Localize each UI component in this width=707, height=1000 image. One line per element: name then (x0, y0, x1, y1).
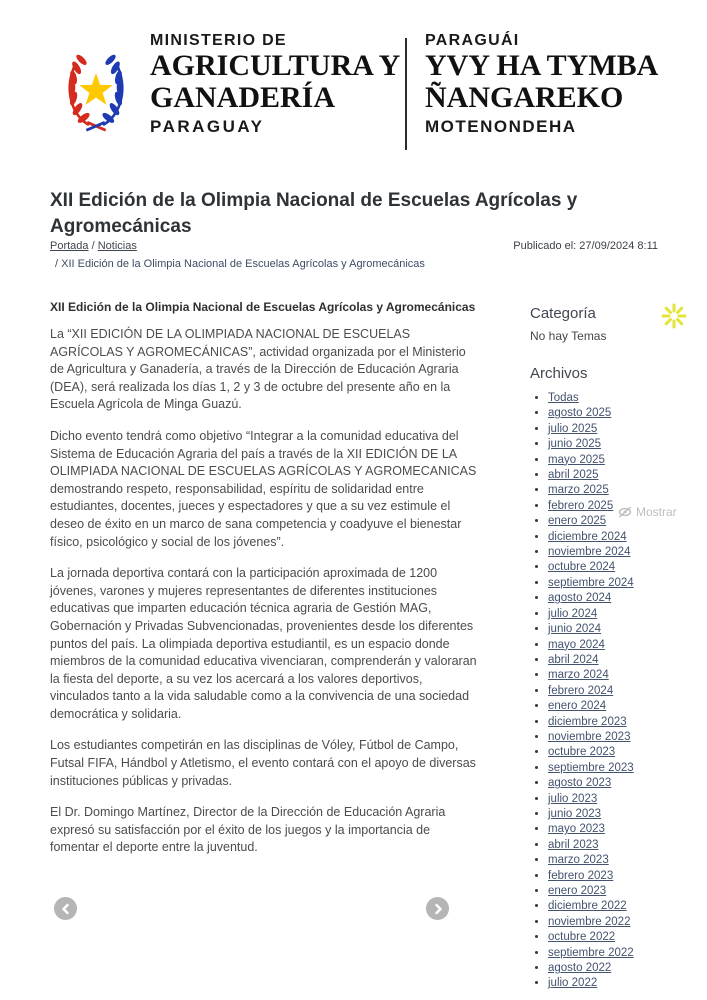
archive-link[interactable]: marzo 2024 (548, 669, 609, 682)
archive-link[interactable]: junio 2024 (548, 623, 602, 636)
archive-list-item (548, 699, 702, 714)
article-paragraph: Dicho evento tendrá como objetivo “Integrar a la comunidad educativa del Sistema de Educación Agraria del país a través de la XII EDICIÓN DE LA OLIMPIADA NACIONAL DE ESCUELAS AGRÍCOLAS Y AGROMECANICAS demostrando respeto, responsabilidad, espíritu de solidaridad entre estudiantes, docentes, jueces y espectadores y que a su vez estimule el deseo de éxito en un marco de sana competencia y coadyuve el bienestar físico, psicológico y social de los jóvenes”. (50, 428, 477, 549)
category-title: Categoría (530, 305, 596, 322)
archive-list-item (548, 668, 702, 683)
archive-link[interactable]: febrero 2023 (548, 869, 614, 882)
archive-list-item (548, 976, 702, 991)
archive-link[interactable]: diciembre 2024 (548, 530, 627, 543)
archive-link[interactable]: noviembre 2024 (548, 546, 631, 559)
published-date: Publicado el: 27/09/2024 8:11 (513, 240, 658, 252)
archive-link[interactable]: enero 2025 (548, 515, 607, 528)
archive-list-item (548, 468, 702, 483)
carousel-prev-button[interactable] (54, 897, 77, 920)
archive-list-item (548, 884, 702, 899)
archive-link[interactable]: julio 2024 (548, 607, 598, 620)
brand-es-line2: AGRICULTURA Y (150, 49, 401, 82)
carousel-next-button[interactable] (426, 897, 449, 920)
archive-list-item (548, 576, 702, 591)
coat-of-arms-logo (52, 36, 140, 140)
archive-link[interactable]: agosto 2024 (548, 592, 612, 605)
archive-list-item (548, 853, 702, 868)
archive-link[interactable]: enero 2024 (548, 700, 607, 713)
brand-gn-line3: ÑANGAREKO (425, 81, 624, 114)
archive-list-item (548, 869, 702, 884)
category-empty-text: No hay Temas (530, 329, 607, 343)
archive-list-item (548, 730, 702, 745)
archive-list-item (548, 838, 702, 853)
breadcrumb-current (55, 258, 615, 270)
archive-list-item (548, 807, 702, 822)
archive-link[interactable]: septiembre 2022 (548, 946, 634, 959)
archive-link[interactable]: diciembre 2023 (548, 715, 627, 728)
archive-list-item (548, 437, 702, 452)
brand-gn (425, 32, 658, 137)
archive-list-item (548, 684, 702, 699)
archive-list-item (548, 453, 702, 468)
article-paragraph: La “XII EDICIÓN DE LA OLIMPIADA NACIONAL DE ESCUELAS AGRÍCOLAS Y AGROMECÁNICAS”, actividad organizada por el Ministerio de Agricultura y Ganadería, a través de la Dirección de Educación Agraria (DEA), será realizada los días 1, 2 y 3 de octubre del presente año en la Escuela Agrícola de Minga Guazú. (50, 327, 466, 412)
archive-link[interactable]: agosto 2022 (548, 962, 612, 975)
brand-gn-line2: YVY HA TYMBA (425, 49, 659, 82)
archive-link[interactable]: Todas (548, 392, 579, 404)
mostrar-label: Mostrar (636, 505, 677, 519)
archive-link[interactable]: agosto 2025 (548, 407, 612, 420)
brand-es-line4: PARAGUAY (150, 117, 265, 136)
archive-list-item (548, 545, 702, 560)
archive-link[interactable]: septiembre 2023 (548, 761, 634, 774)
archive-link[interactable]: marzo 2025 (548, 484, 609, 497)
archive-link[interactable]: octubre 2023 (548, 746, 616, 759)
archive-list-item (548, 776, 702, 791)
archive-link[interactable]: marzo 2023 (548, 854, 609, 867)
article-paragraph: El Dr. Domingo Martínez, Director de la Dirección de Educación Agraria expresó su satisfacción por el éxito de los juegos y la importancia de fomentar el deporte entre la juventud. (50, 805, 446, 855)
archive-list-item (548, 745, 702, 760)
archive-list-item (548, 961, 702, 976)
brand-gn-line1: PARAGUÁI (425, 32, 520, 49)
archive-list-item (548, 946, 702, 961)
archive-list (548, 391, 702, 992)
archives-title: Archivos (530, 365, 588, 382)
archive-list-item (548, 607, 702, 622)
archive-link[interactable]: diciembre 2022 (548, 900, 627, 913)
archive-link[interactable]: octubre 2022 (548, 931, 616, 944)
breadcrumb-current-label: XII Edición de la Olimpia Nacional de Escuelas Agrícolas y Agromecánicas (61, 258, 425, 270)
mostrar-toggle[interactable] (616, 502, 681, 522)
breadcrumb-home-link[interactable]: Portada (50, 240, 89, 252)
archive-link[interactable]: mayo 2024 (548, 638, 605, 651)
breadcrumb-section-link[interactable]: Noticias (97, 240, 137, 252)
chevron-right-icon (432, 903, 444, 915)
chevron-left-icon (60, 903, 72, 915)
archive-link[interactable]: febrero 2024 (548, 684, 614, 697)
article-paragraph: La jornada deportiva contará con la participación aproximada de 1200 jóvenes, varones y mujeres representantes de diferentes instituciones educativas que imparten educación técnica agraria de Gestión MAG, Gobernación y Privadas Subvencionadas, provenientes desde los diferentes puntos del país. La olimpiada deportiva estudiantil, es un espacio donde miembros de la comunidad educativa vivenciaran, comprenderán y valoraran la fiesta del deporte, a su vez los acercará a los valores deportivos, vinculados tanto a la vida saludable como a la convivencia de una sociedad democrática y solidaria. (50, 566, 477, 721)
archive-list-item (548, 530, 702, 545)
archive-link[interactable]: agosto 2023 (548, 777, 612, 790)
archive-link[interactable]: enero 2023 (548, 885, 607, 897)
article-heading: XII Edición de la Olimpia Nacional de Escuelas Agrícolas y Agromecánicas (50, 300, 476, 314)
archive-list-item (548, 406, 702, 421)
archive-list-item (548, 899, 702, 914)
archive-list-item (548, 483, 702, 498)
eye-off-icon (618, 505, 632, 519)
archive-link[interactable]: abril 2025 (548, 469, 599, 482)
asterisk-icon (660, 302, 688, 330)
archive-list-item (548, 422, 702, 437)
archive-list-item (548, 591, 702, 606)
breadcrumb-separator: / (91, 240, 95, 252)
archive-link[interactable]: mayo 2025 (548, 453, 605, 466)
header-divider (405, 38, 407, 150)
archive-link[interactable]: abril 2023 (548, 838, 599, 851)
archive-list-item (548, 560, 702, 575)
archive-link[interactable]: octubre 2024 (548, 561, 616, 574)
archive-link[interactable]: julio 2025 (548, 422, 598, 435)
breadcrumb-separator2: / (55, 258, 59, 270)
brand-es (150, 32, 400, 137)
article-body (50, 300, 478, 871)
archive-link[interactable]: febrero 2025 (548, 499, 614, 512)
archive-list-item (548, 715, 702, 730)
sidebar (530, 305, 702, 992)
archive-link[interactable]: mayo 2023 (548, 823, 605, 836)
archive-list-item (548, 915, 702, 930)
brand-es-line3: GANADERÍA (150, 81, 336, 114)
accessibility-widget-button[interactable] (660, 302, 688, 330)
brand-gn-line4: MOTENONDEHA (425, 117, 577, 136)
archive-link[interactable]: noviembre 2023 (548, 730, 631, 743)
archive-list-item (548, 792, 702, 807)
archive-link[interactable]: abril 2024 (548, 653, 599, 666)
archive-list-item (548, 638, 702, 653)
archive-list-item (548, 822, 702, 837)
archive-list-item (548, 761, 702, 776)
archive-list-item (548, 930, 702, 945)
archive-link[interactable]: julio 2023 (548, 792, 598, 805)
star-icon (79, 73, 112, 105)
site-header (0, 0, 707, 175)
archive-list-item (548, 391, 702, 406)
archive-link[interactable]: noviembre 2022 (548, 915, 631, 928)
brand-es-line1: MINISTERIO DE (150, 32, 287, 49)
archive-list-item (548, 653, 702, 668)
archive-link[interactable]: julio 2022 (548, 977, 598, 990)
page-title: XII Edición de la Olimpia Nacional de Escuelas Agrícolas y Agromecánicas (50, 190, 578, 237)
archive-link[interactable]: septiembre 2024 (548, 576, 634, 589)
archive-link[interactable]: junio 2025 (548, 438, 602, 451)
article-paragraphs (50, 326, 478, 857)
article-paragraph: Los estudiantes competirán en las disciplinas de Vóley, Fútbol de Campo, Futsal FIFA, Hándbol y Atletismo, el evento contará con el apoyo de diversas instituciones públicas y privadas. (50, 738, 476, 788)
archive-link[interactable]: junio 2023 (548, 807, 602, 820)
archive-list-item (548, 622, 702, 637)
